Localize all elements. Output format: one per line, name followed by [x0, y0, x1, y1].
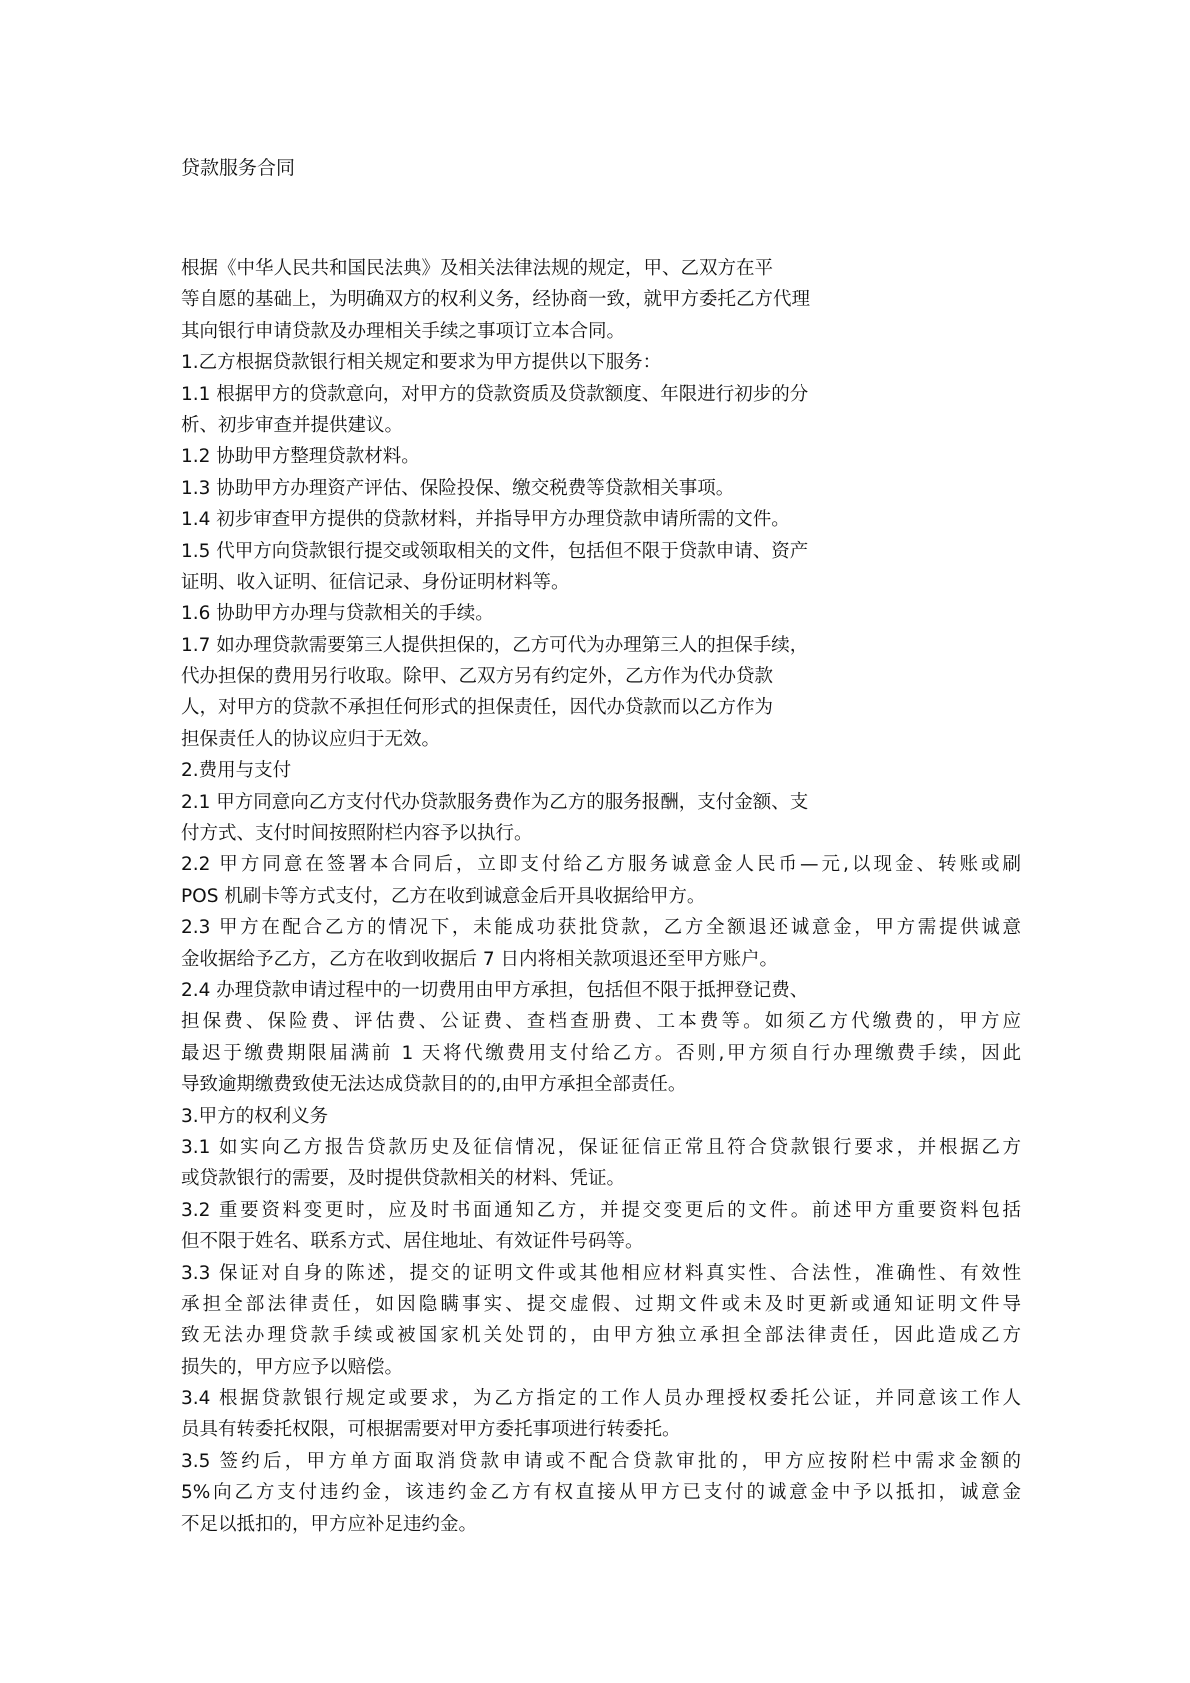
- text-line: 3.1 如实向乙方报告贷款历史及征信情况，保证征信正常且符合贷款银行要求，并根据乙方: [181, 1136, 1021, 1158]
- text-line: 2.2 甲方同意在签署本合同后，立即支付给乙方服务诚意金人民币—元,以现金、转账或刷: [181, 854, 1021, 876]
- text-line: 1.2 协助甲方整理贷款材料。: [181, 446, 420, 468]
- text-line: 金收据给予乙方，乙方在收到收据后 7 日内将相关款项退还至甲方账户。: [181, 948, 779, 970]
- text-line: 2.1 甲方同意向乙方支付代办贷款服务费作为乙方的服务报酬，支付金额、支: [181, 791, 809, 813]
- text-line: 担保费、保险费、评估费、公证费、查档查册费、工本费等。如须乙方代缴费的，甲方应: [181, 1011, 1021, 1033]
- text-line: 或贷款银行的需要，及时提供贷款相关的材料、凭证。: [181, 1168, 626, 1190]
- text-line: 1.4 初步审查甲方提供的贷款材料，并指导甲方办理贷款申请所需的文件。: [181, 509, 790, 531]
- text-line: 3.3 保证对自身的陈述，提交的证明文件或其他相应材料真实性、合法性，准确性、有效性: [181, 1262, 1021, 1284]
- text-line: POS 机刷卡等方式支付，乙方在收到诚意金后开具收据给甲方。: [181, 885, 706, 907]
- text-line: 但不限于姓名、联系方式、居住地址、有效证件号码等。: [181, 1231, 644, 1253]
- section-heading: 3.甲方的权利义务: [181, 1105, 329, 1127]
- text-line: 员具有转委托权限，可根据需要对甲方委托事项进行转委托。: [181, 1419, 681, 1441]
- text-line: 等自愿的基础上，为明确双方的权利义务，经协商一致，就甲方委托乙方代理: [181, 289, 811, 311]
- text-line: 1.5 代甲方向贷款银行提交或领取相关的文件，包括但不限于贷款申请、资产: [181, 540, 809, 562]
- text-line: 致无法办理贷款手续或被国家机关处罚的，由甲方独立承担全部法律责任，因此造成乙方: [181, 1325, 1021, 1347]
- contract-body: [181, 253, 1021, 1540]
- text-line: 2.3 甲方在配合乙方的情况下，未能成功获批贷款，乙方全额退还诚意金，甲方需提供诚意: [181, 917, 1021, 939]
- text-line: 5%向乙方支付违约金，该违约金乙方有权直接从甲方已支付的诚意金中予以抵扣，诚意金: [181, 1482, 1021, 1504]
- section-heading: 2.费用与支付: [181, 760, 292, 782]
- text-line: 代办担保的费用另行收取。除甲、乙双方另有约定外，乙方作为代办贷款: [181, 666, 774, 688]
- document-title: 贷款服务合同: [181, 157, 296, 179]
- text-line: 1.6 协助甲方办理与贷款相关的手续。: [181, 603, 494, 625]
- text-line: 1.7 如办理贷款需要第三人提供担保的，乙方可代为办理第三人的担保手续，: [181, 634, 809, 656]
- text-line: 2.4 办理贷款申请过程中的一切费用由甲方承担，包括但不限于抵押登记费、: [181, 979, 809, 1001]
- text-line: 3.4 根据贷款银行规定或要求，为乙方指定的工作人员办理授权委托公证，并同意该工作人: [181, 1388, 1021, 1410]
- text-line: 最迟于缴费期限届满前 1 天将代缴费用支付给乙方。否则,甲方须自行办理缴费手续，因此: [181, 1042, 1021, 1064]
- text-line: 3.5 签约后，甲方单方面取消贷款申请或不配合贷款审批的，甲方应按附栏中需求金额的: [181, 1450, 1021, 1472]
- text-line: 损失的，甲方应予以赔偿。: [181, 1356, 404, 1378]
- text-line: 承担全部法律责任，如因隐瞒事实、提交虚假、过期文件或未及时更新或通知证明文件导: [181, 1293, 1021, 1315]
- text-line: 根据《中华人民共和国民法典》及相关法律法规的规定，甲、乙双方在平: [181, 258, 774, 279]
- text-line: 付方式、支付时间按照附栏内容予以执行。: [181, 823, 533, 845]
- text-line: 析、初步审查并提供建议。: [181, 414, 404, 436]
- section-heading: 1.乙方根据贷款银行相关规定和要求为甲方提供以下服务：: [181, 352, 662, 374]
- text-line: 人，对甲方的贷款不承担任何形式的担保责任，因代办贷款而以乙方作为: [181, 697, 774, 719]
- text-line: 不足以抵扣的，甲方应补足违约金。: [181, 1513, 478, 1535]
- text-line: 3.2 重要资料变更时，应及时书面通知乙方，并提交变更后的文件。前述甲方重要资料包括: [181, 1199, 1021, 1221]
- text-line: 1.1 根据甲方的贷款意向，对甲方的贷款资质及贷款额度、年限进行初步的分: [181, 383, 809, 405]
- text-line: 1.3 协助甲方办理资产评估、保险投保、缴交税费等贷款相关事项。: [181, 477, 735, 499]
- text-line: 其向银行申请贷款及办理相关手续之事项订立本合同。: [181, 320, 626, 342]
- text-line: 担保责任人的协议应归于无效。: [181, 728, 441, 750]
- text-line: 导致逾期缴费致使无法达成贷款目的的,由甲方承担全部责任。: [181, 1074, 687, 1096]
- text-line: 证明、收入证明、征信记录、身份证明材料等。: [181, 571, 570, 593]
